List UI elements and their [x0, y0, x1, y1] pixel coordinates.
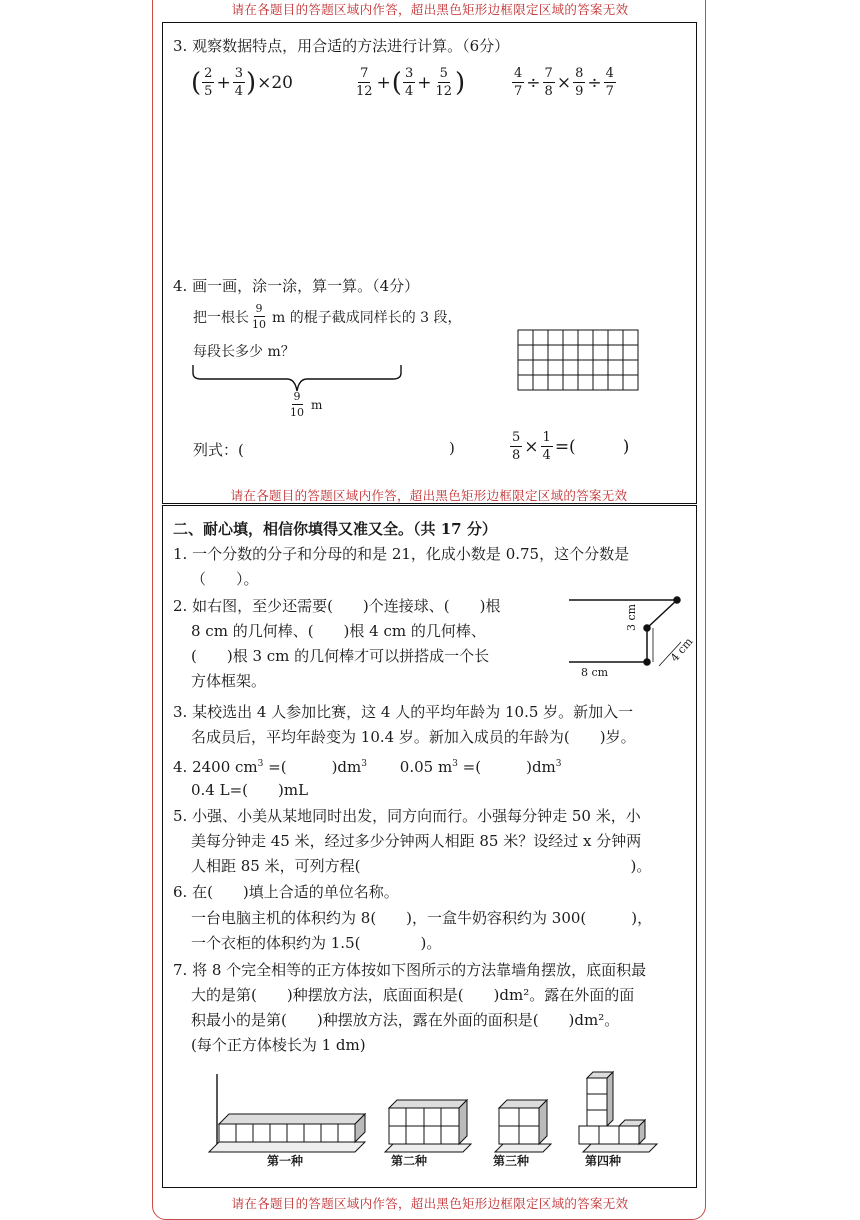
panel-q3-q4	[162, 22, 697, 504]
q4-title: 4. 画一画，涂一涂，算一算。（4分）	[173, 277, 420, 295]
warning-middle: 请在各题目的答题区域内作答，超出黑色矩形边框限定区域的答案无效	[230, 488, 628, 503]
cube-arrangements	[203, 1066, 673, 1156]
item-5-line-1: 5. 小强、小美从某地同时出发，同方向而行。小强每分钟走 50 米，小	[173, 807, 641, 825]
item-6-line-3: 一个衣柜的体积约为 1.5( )。	[191, 934, 442, 952]
fraction: $\frac{3}{4}$	[234, 66, 243, 99]
fraction: $\frac{9}{10}$	[290, 390, 304, 419]
fraction: $\frac{4}{7}$	[514, 66, 523, 99]
item-5-line-3: 人相距 85 米，可列方程( )。	[191, 857, 652, 875]
item-3-line-1: 3. 某校选出 4 人参加比赛，这 4 人的平均年龄为 10.5 岁。新加入一	[173, 703, 634, 721]
fraction: $\frac{7}{8}$	[544, 66, 553, 99]
q3-title: 3. 观察数据特点，用合适的方法进行计算。（6分）	[173, 37, 510, 55]
section-2-title: 二、耐心填，相信你填得又准又全。（共 17 分）	[173, 520, 497, 538]
brace-label: $\frac{9}{10}$ m	[290, 390, 323, 419]
warning-top: 请在各题目的答题区域内作答，超出黑色矩形边框限定区域的答案无效	[231, 2, 629, 17]
item-7-line-2: 大的是第( )种摆放方法，底面面积是( )dm²。露在外面的面	[191, 986, 635, 1004]
shading-grid	[517, 329, 641, 391]
fraction: $\frac{9}{10}$	[252, 302, 266, 331]
item-6-line-2: 一台电脑主机的体积约为 8( )，一盒牛奶容积约为 300( )，	[191, 909, 653, 927]
q3-expr-2: $\frac{7}{12}$ + ( $\frac{3}{4}$ + $\frac{5}{12}$ )	[356, 66, 466, 99]
item-7-line-3: 积最小的是第( )种摆放方法，露在外面的面积是( )dm²。	[191, 1011, 620, 1029]
item-6-line-1: 6. 在( )填上合适的单位名称。	[173, 883, 399, 901]
item-4-line-2: 0.4 L=( )mL	[191, 781, 309, 799]
caption-arrangement-2: 第二种	[391, 1154, 428, 1168]
fig-label-width: 8 cm	[581, 666, 609, 679]
item-7-line-1: 7. 将 8 个完全相等的正方体按如下图所示的方法靠墙角摆放，底面积最	[173, 961, 647, 979]
q4-multiplication: $\frac{5}{8}$ × $\frac{1}{4}$ =( )	[512, 430, 630, 463]
fraction: $\frac{5}{12}$	[435, 66, 453, 99]
fraction: $\frac{5}{8}$	[512, 430, 521, 463]
q4-statement: 把一根长 $\frac{9}{10}$ m 的棍子截成同样长的 3 段，	[193, 302, 462, 331]
caption-arrangement-4: 第四种	[585, 1154, 622, 1168]
item-2-line-3: ( )根 3 cm 的几何棒才可以拼搭成一个长	[191, 647, 490, 665]
formula-label: 列式：(	[193, 441, 244, 459]
fraction: $\frac{2}{5}$	[204, 66, 213, 99]
panel-section-2	[162, 505, 697, 1188]
item-5-line-2: 美每分钟走 45 米，经过多少分钟两人相距 85 米？设经过 x 分钟两	[191, 832, 642, 850]
fraction: $\frac{4}{7}$	[605, 66, 614, 99]
fraction: $\frac{3}{4}$	[404, 66, 414, 99]
caption-arrangement-1: 第一种	[267, 1154, 304, 1168]
fraction: $\frac{7}{12}$	[356, 66, 373, 99]
item-1-line-1: 1. 一个分数的分子和分母的和是 21，化成小数是 0.75，这个分数是	[173, 545, 630, 563]
fraction: $\frac{1}{4}$	[542, 430, 551, 463]
caption-arrangement-3: 第三种	[493, 1154, 530, 1168]
item-2-line-1: 2. 如右图，至少还需要( )个连接球、( )根	[173, 597, 501, 615]
item-7-line-4: (每个正方体棱长为 1 dm)	[191, 1036, 366, 1054]
item-3-line-2: 名成员后，平均年龄变为 10.4 岁。新加入成员的年龄为( )岁。	[191, 728, 636, 746]
item-2-line-2: 8 cm 的几何棒、( )根 4 cm 的几何棒、	[191, 622, 486, 640]
fig-label-depth: 4 cm	[668, 635, 696, 665]
formula-close: )	[449, 439, 455, 457]
item-1-line-2: （ ）。	[191, 570, 259, 588]
q3-expr-1: ( $\frac{2}{5}$ + $\frac{3}{4}$ ) ×20	[191, 66, 294, 99]
fraction: $\frac{8}{9}$	[575, 66, 584, 99]
fig-label-height: 3 cm	[625, 603, 638, 631]
q4-question: 每段长多少 m？	[193, 344, 295, 360]
item-4-line-1: 4. 2400 $cm^3$ =( )$dm^3$ 0.05 $m^3$ =( )$dm^3$	[173, 758, 562, 776]
warning-bottom: 请在各题目的答题区域内作答，超出黑色矩形边框限定区域的答案无效	[231, 1196, 629, 1211]
item-2-line-4: 方体框架。	[191, 672, 267, 690]
q3-expr-3: $\frac{4}{7}$ ÷ $\frac{7}{8}$ × $\frac{8}{9}$ ÷ $\frac{4}{7}$	[514, 66, 614, 99]
